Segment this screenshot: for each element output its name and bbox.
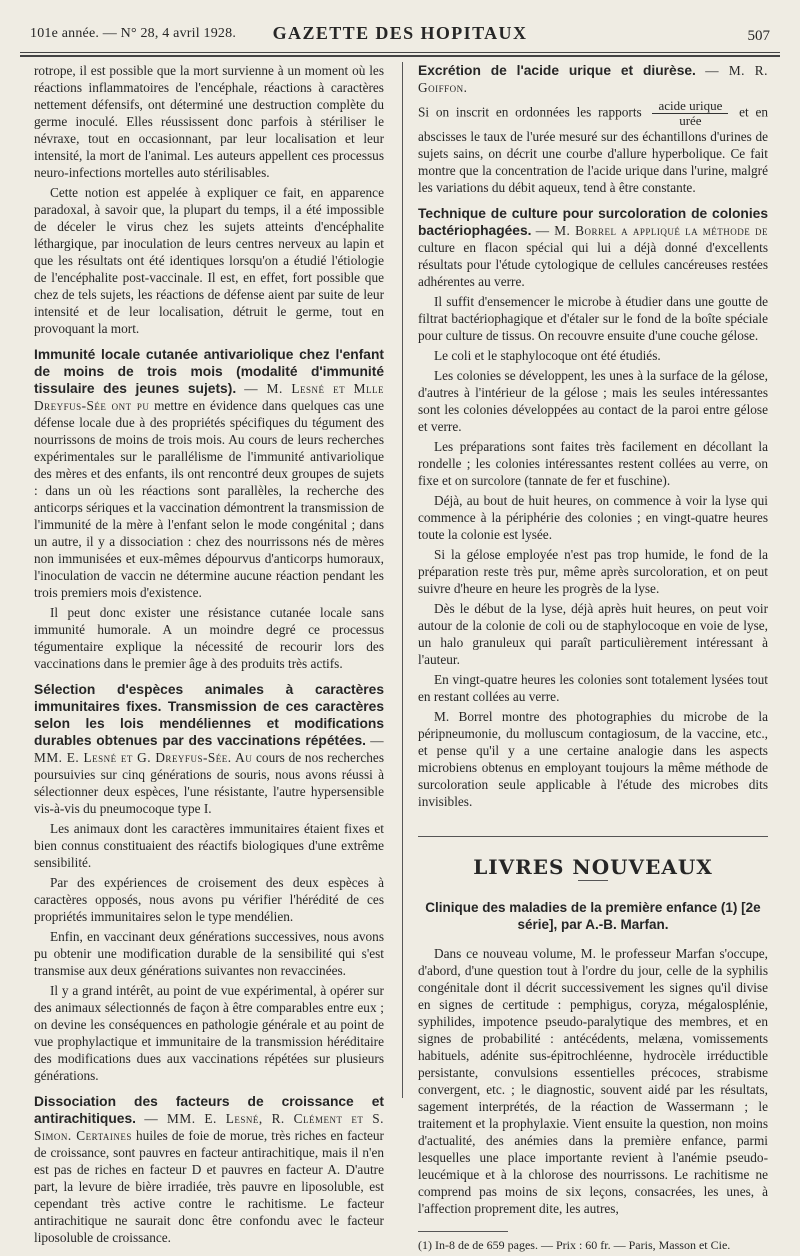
section-surcoloration — [418, 205, 768, 810]
footnote-rule — [418, 1231, 508, 1232]
section-selection-especes — [34, 681, 384, 1084]
section-authors: — M. Borrel a appliqué la méthode de — [535, 223, 768, 238]
page-number: 507 — [747, 28, 770, 44]
section-lead: cours de nos recherches poursuivies sur cinq générations de souris, nous avons réussi à sélectionner deux espèces, l'une résistante, l'autre hypersensible vis-à-vis du pneumocoque type I. — [34, 750, 384, 816]
section-rule — [418, 836, 768, 837]
ratio-fraction — [652, 99, 728, 128]
paragraph: Les animaux dont les caractères immunitaires étaient fixes et bien connus constituaient des réactifs biologiques d'une extrême sensibilité. — [34, 821, 384, 870]
running-header — [0, 22, 800, 48]
section-title: Dissociation des facteurs de croissance et antirachitiques. — [34, 1094, 384, 1126]
paragraph: Il suffit d'ensemencer le microbe à étudier dans une goutte de filtrat bactériophagique et d'étaler sur le fond de la boîte spéciale pour culture de tissus. On recouvre ensuite d'une couche gélose. — [418, 294, 768, 343]
fraction-numerator: acide urique — [652, 99, 728, 114]
paragraph: Il peut donc exister une résistance cutanée locale sans immunité humorale. A un moindre degré ce processus tégumentaire explique la nécessité de recourir lors des vaccinations dans le premier âge à des produits très actifs. — [34, 605, 384, 671]
section-immunite-locale — [34, 346, 384, 672]
section-authors: — M. Lesné et Mlle Dreyfus-Sée ont pu — [34, 381, 384, 413]
paragraph: Le coli et le staphylocoque ont été étudiés. — [434, 348, 661, 363]
paragraph: Si la gélose employée n'est pas trop humide, le fond de la préparation reste très pur, même après surcoloration, et on peut suivre d'heure en heure les progrès de la lyse. — [418, 547, 768, 596]
header-rule — [20, 52, 780, 53]
section-lead: huiles de foie de morue, très riches en facteur de croissance, sont pauvres en facteur antirachitique, mais il n'en est pas de riches en facteur D et pauvres en facteur A. D'autre part, la levure de bière irradiée, très pauvre en liposoluble, est cependant très active contre le rachitisme. Le facteur antirachitique ne saurait donc être confondu avec le facteur liposoluble de croissance. — [34, 1128, 384, 1245]
review-paragraph: Dans ce nouveau volume, M. le professeur Marfan s'occupe, d'abord, d'une question tout à l'ordre du jour, celle de la syphilis congénitale dont il décrit successivement les signes qu'il divise en signes de certitude : pemphigus, coryza, mégalosplénie, syphilides, impotence pseudo-paralytique des membres, et en signes de probabilité : antécédents, melæna, vomissements habituels, adénite sus-épitrochléenne, hydrocèle irréductible persistante, convulsions essentielles précoces, strabisme convergent, etc. ; le diagnostic, souvent aidé par les résultats, sagement interprétés, de la réaction de Wassermann ; le traitement et la prophylaxie. Vient ensuite la question, non moins d'actualité, des anémies dans la première enfance, parmi lesquelles une place importante revient à l'anémie pseudo-leucémique et à la chlorose des nourrissons. Le rachitisme ne comprend pas moins de six leçons, consacrées, les unes, à l'affection proprement dite, les autres, — [418, 946, 768, 1216]
book-title: Clinique des maladies de la première enfance (1) [2e série], par A.-B. Marfan. — [425, 900, 761, 932]
section-title: Immunité locale cutanée antivariolique chez l'enfant de moins de trois mois (modalité d'immunité tissulaire des jeunes sujets). — [34, 347, 384, 396]
journal-title: GAZETTE DES HOPITAUX — [272, 23, 528, 43]
paragraph: rotrope, il est possible que la mort survienne à un moment où les réactions inflammatoires de l'encéphale, réactions à caractères nettement défensifs, ont déterminé une destruction complète du germe inoculé. Elles réussissent donc parfois à stériliser le névraxe, tout en occasionnant, par leur localisation et leur intensité, la mort de l'animal. Les auteurs appellent ces processus neuro-infections mortelles auto stérilisables. — [34, 63, 384, 180]
heading-dash — [578, 880, 608, 881]
paragraph: Dès le début de la lyse, déjà après huit heures, on peut voir autour de la colonie de coli ou de staphylocoque en voie de lyse, un halo granuleux qui paraît particulièrement intéressant à l'auteur. — [418, 601, 768, 667]
paragraph: En vingt-quatre heures les colonies sont totalement lysées tout en restant collées au verre. — [418, 672, 768, 704]
section-lead-rest: abscisses le taux de l'urée mesuré sur des échantillons d'urines de sujets sains, on décrit une courbe d'allure hyperbolique. Ce fait montre que la concentration de l'acide urique dans l'urine, malgré les variations du débit aqueux, tend à être constante. — [418, 129, 768, 195]
section-lead: mettre en évidence dans quelques cas une défense locale due à des propriétés spécifiques du tégument des nourrissons de moins de trois mois. Au cours de leurs recherches expérimentales sur le parallélisme de l'immunité antivariolique des mères et des enfants, ils ont rencontré deux groupes de sujets : dans un où les réactions sont parallèles, la recherche des anticorps sériques et la vaccination démontrent la transmission de l'immunité de la mère à l'enfant selon le mode congénital ; dans un autre, il y a dissociation : chez des nourrissons nés de mères non immunisées et eux-mêmes dépourvus d'anticorps humoraux, l'inoculation de vaccin ne détermine aucune réaction pendant les trois premiers mois d'existence. — [34, 398, 384, 600]
paragraph: Les préparations sont faites très facilement en décollant la rondelle ; les colonies intéressantes restent collées au verre, on fixe et on surcolore (tannate de fer et fuschine). — [418, 439, 768, 488]
section-lead: Si on inscrit en ordonnées les rapports — [418, 104, 642, 120]
issue-info: 101e année. — N° 28, 4 avril 1928. — [30, 26, 237, 41]
section-title: Excrétion de l'acide urique et diurèse. — [418, 63, 696, 78]
section-lead-cont: et en — [739, 104, 769, 120]
paragraph: Déjà, au bout de huit heures, on commence à voir la lyse qui commence à la périphérie des colonies ; en vingt-quatre heures toute la colonie est lysée. — [418, 493, 768, 542]
section-acide-urique — [418, 62, 768, 196]
section-facteurs-croissance — [34, 1093, 384, 1246]
paragraph: Il y a grand intérêt, au point de vue expérimental, à opérer sur des animaux sélectionnés de façon à être comparables entre eux ; on devine les conséquences en pathologie générale et au point de vue prophylactique et immunitaire de la transmission héréditaire des modifications dues aux vaccinations répétées sur plusieurs générations. — [34, 983, 384, 1083]
paragraph: Cette notion est appelée à expliquer ce fait, en apparence paradoxal, à savoir que, la plupart du temps, il a été impossible de déceler le virus chez les sujets atteints d'encéphalite léthargique, par inoculation de leurs centres nerveux au lapin et que les résultats ont été identiques lorsqu'on a étudié l'étiologie de l'encéphalite post-vaccinale. Il est, en effet, fort possible que chez de tels sujets, les réactions de défense aient par suite de leur intensité et de leur localisation, détruit le germe, tout en provoquant la mort. — [34, 185, 384, 336]
section-authors: — M. R. Goiffon. — [418, 63, 768, 95]
paragraph: M. Borrel montre des photographies du microbe de la péripneumonie, du molluscum contagiosum, de la vaccine, etc., et pense qu'il y a une certaine analogie dans les aspects microbiens obtenus en employant toujours la même méthode de surcoloration seule applicable à l'étude des microbes dits invisibles. — [418, 709, 768, 809]
header-rule-thick — [20, 55, 780, 57]
column-divider — [402, 62, 403, 1098]
paragraph: Enfin, en vaccinant deux générations successives, nous avons pu obtenir une modification durable de la sensibilité qui s'est transmise aux deux générations suivantes non revaccinées. — [34, 929, 384, 978]
right-column — [418, 62, 768, 1256]
footnote: (1) In-8 de de 659 pages. — Prix : 60 fr. — Paris, Masson et Cie. — [418, 1238, 731, 1252]
paragraph: Par des expériences de croisement des deux espèces à caractères opposés, nous avons pu vérifier l'hérédité de ces propriétés immunitaires selon le type mendélien. — [34, 875, 384, 924]
section-title: Technique de culture pour surcoloration de colonies bactériophagées. — [418, 206, 768, 238]
left-column — [34, 62, 384, 1249]
fraction-denominator: urée — [679, 113, 702, 128]
livres-nouveaux-heading: LIVRES NOUVEAUX — [473, 855, 713, 879]
section-title: Sélection d'espèces animales à caractères immunitaires fixes. Transmission de ces caractères selon les lois mendéliennes et modifications durables obtenues par des vaccinations répétées. — [34, 682, 384, 748]
section-authors: — MM. E. Lesné, R. Clément et S. Simon. Certaines — [34, 1111, 384, 1143]
section-authors: — MM. E. Lesné et G. Dreyfus-Sée. Au — [34, 733, 384, 765]
paragraph: Les colonies se développent, les unes à la surface de la gélose, d'autres à l'intérieur de la gélose ; mais les seules intéressantes sont les colonies développées au contact de la paroi entre gélose et verre. — [418, 368, 768, 434]
section-lead: culture en flacon spécial qui lui a déjà donné d'excellents résultats pour l'étude cytologique de cellules cancéreuses restées adhérentes au verre. — [418, 240, 768, 289]
